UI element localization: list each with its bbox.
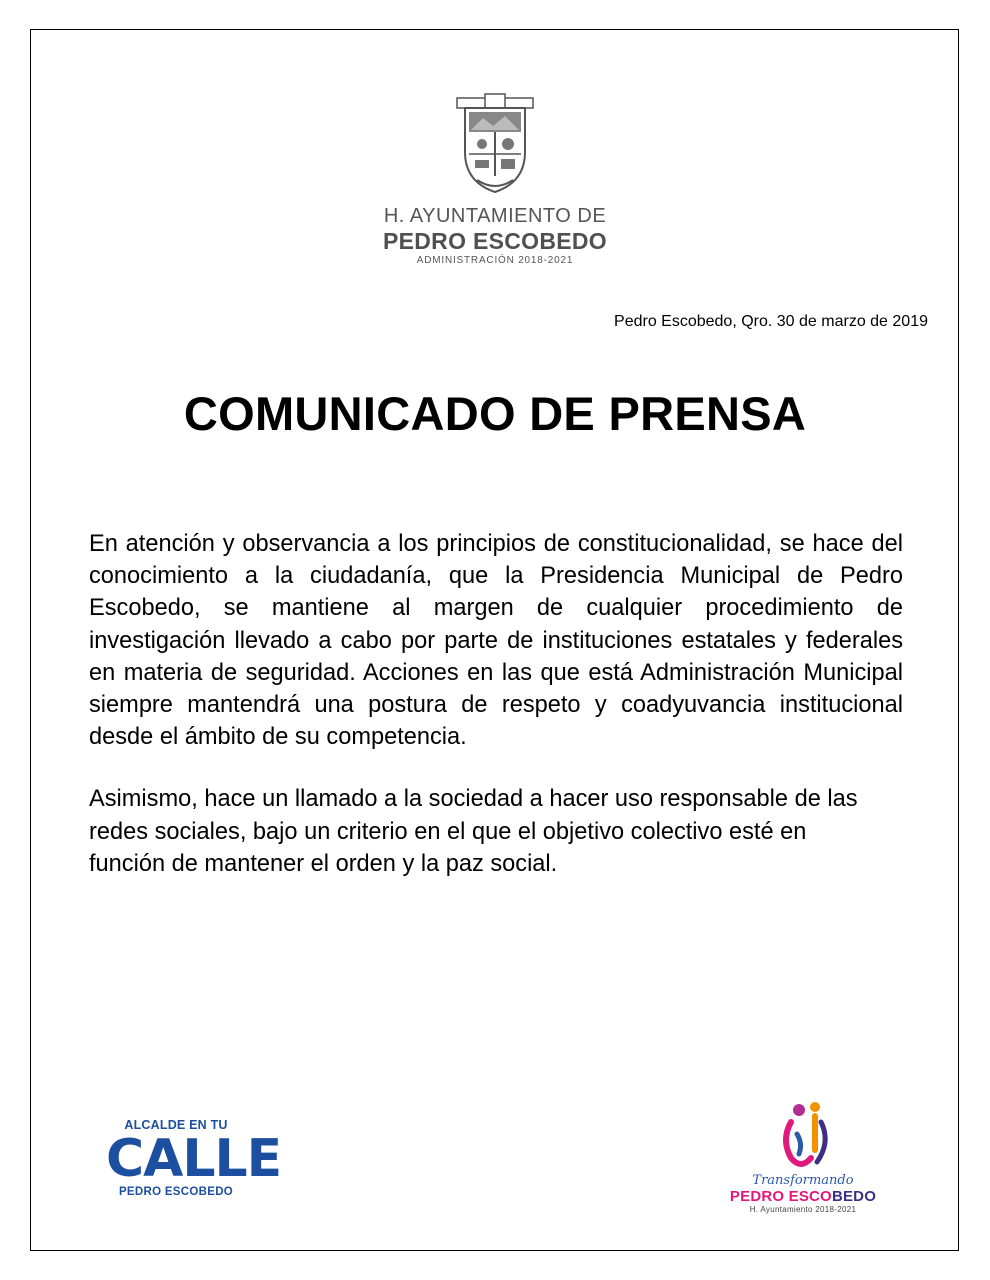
org-line3: ADMINISTRACIÓN 2018-2021 [416, 255, 574, 266]
people-figures-icon [777, 1100, 829, 1172]
alcalde-en-tu-calle-logo [106, 1117, 282, 1199]
org-line2: PEDRO ESCOBEDO [382, 228, 607, 254]
document-body [89, 528, 903, 880]
document-date: Pedro Escobedo, Qro. 30 de marzo de 2019 [614, 313, 928, 330]
name-part1: PEDRO ESCO [729, 1188, 832, 1205]
paragraph-1: En atención y observancia a los principios de constitucionalidad, se hace del conocimiento a la ciudadanía, que la Presidencia Municipal de Pedro Escobedo, se mantiene al margen de cualquier procedimiento de investigación llevado a cabo por parte de instituciones estatales y federales en materia de seguridad. Acciones en las que está Administración Municipal siempre mantendrá una postura de respeto y coadyuvancia institucional desde el ámbito de su competencia. [89, 531, 903, 751]
calle-logo-top: ALCALDE EN TU [124, 1118, 228, 1132]
calle-logo-main: CALLE [106, 1129, 282, 1189]
transformando-sub: H. Ayuntamiento 2018-2021 [749, 1205, 857, 1214]
org-line1: H. AYUNTAMIENTO DE [383, 205, 607, 227]
coat-of-arms-icon [455, 92, 535, 197]
calle-logo-bottom: PEDRO ESCOBEDO [118, 1186, 234, 1198]
transformando-name [718, 1188, 888, 1205]
name-part2: BEDO [831, 1188, 877, 1205]
document-title: COMUNICADO DE PRENSA [183, 387, 807, 440]
transformando-logo [718, 1100, 888, 1215]
municipality-header [300, 204, 690, 268]
transformando-script: Transformando [752, 1173, 854, 1188]
paragraph-2: Asimismo, hace un llamado a la sociedad a hacer uso responsable de las redes sociales, bajo un criterio en el que el objetivo colectivo esté en función de mantener el orden y la paz social. [89, 786, 858, 877]
